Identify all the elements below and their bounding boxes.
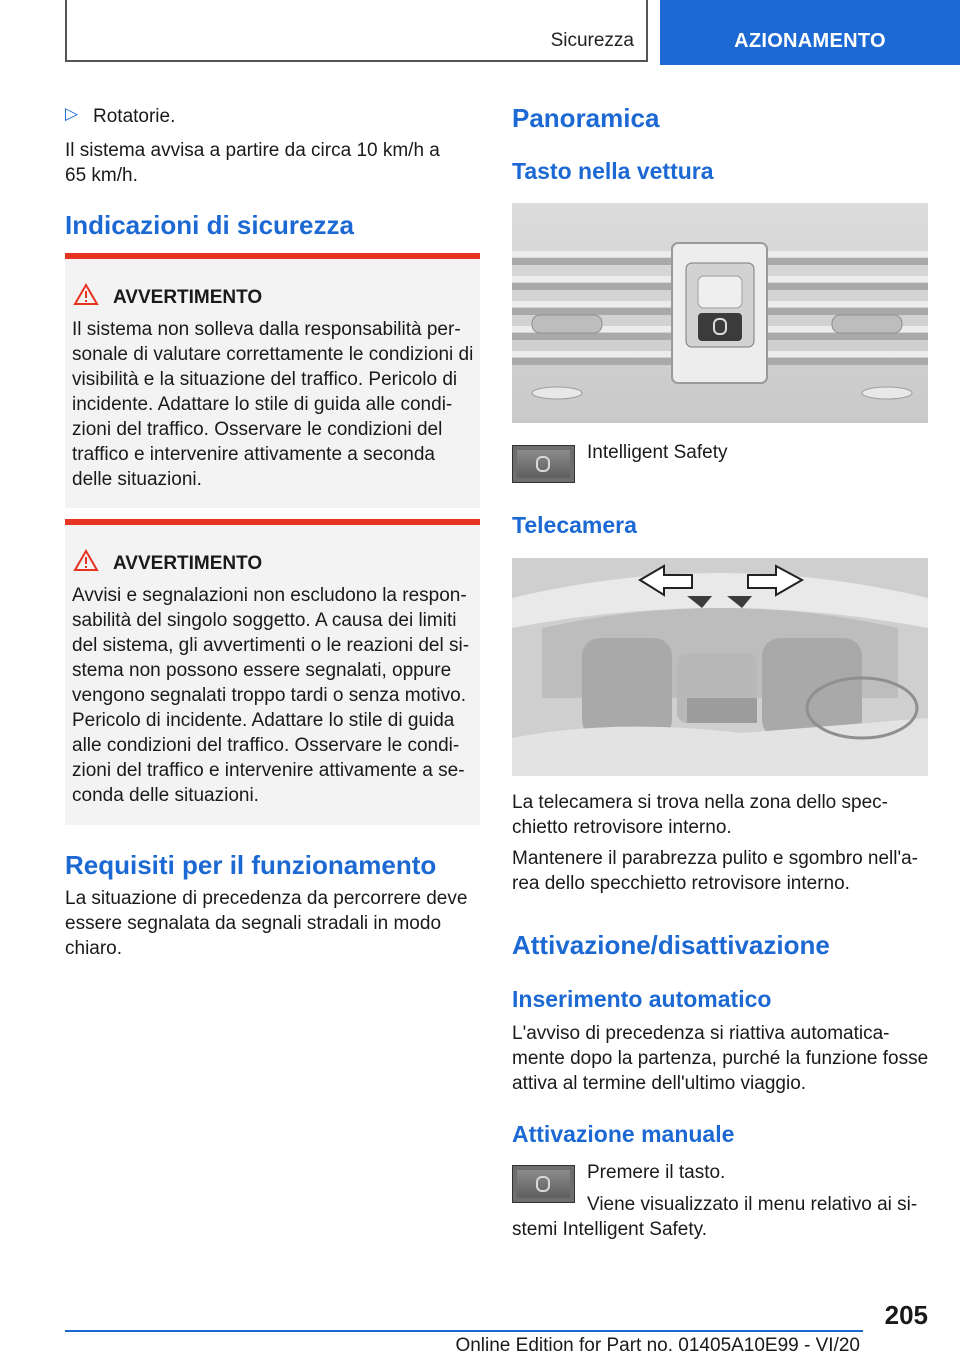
auto-line: L'avviso di precedenza si riattiva automatica- bbox=[512, 1023, 890, 1044]
console-button-photo bbox=[512, 203, 928, 423]
activation-heading: Attivazione/disattivazione bbox=[512, 930, 830, 960]
auto-line: attiva al termine dell'ultimo viaggio. bbox=[512, 1073, 807, 1094]
requirements-line: essere segnalata da segnali stradali in modo bbox=[65, 913, 442, 934]
warning-2-line: zioni del traffico e intervenire attivamente a se- bbox=[72, 760, 465, 781]
warning-1-line: visibilità e la situazione del traffico. Pericolo di bbox=[72, 369, 458, 390]
auto-line: mente dopo la partenza, purché la funzione fosse bbox=[512, 1048, 929, 1069]
header-chapter-title: AZIONAMENTO bbox=[734, 30, 886, 52]
warning-1-line: Il sistema non solleva dalla responsabilità per- bbox=[72, 319, 461, 340]
bullet-triangle-icon: ▷ bbox=[65, 104, 79, 123]
warning-triangle-icon bbox=[73, 549, 99, 572]
speed-line-1: Il sistema avvisa a partire da circa 10 km/h a bbox=[65, 140, 440, 161]
auto-text bbox=[512, 1021, 932, 1096]
warning-1-text bbox=[72, 317, 476, 492]
warning-1-line: delle situazioni. bbox=[72, 469, 202, 490]
windshield-text bbox=[512, 846, 932, 896]
requirements-heading: Requisiti per il funzionamento bbox=[65, 850, 437, 880]
header-chapter-tab bbox=[660, 0, 960, 65]
warning-triangle-icon bbox=[73, 283, 99, 306]
header-section-title: Sicurezza bbox=[550, 30, 634, 51]
manual-line-2: Viene visualizzato il menu relativo ai si- bbox=[587, 1194, 918, 1215]
camera-heading: Telecamera bbox=[512, 512, 637, 538]
safety-heading: Indicazioni di sicurezza bbox=[65, 210, 354, 240]
requirements-line: chiaro. bbox=[65, 938, 123, 959]
warning-box-1 bbox=[65, 253, 480, 508]
camera-location-photo bbox=[512, 558, 928, 776]
warning-1-line: zioni del traffico. Osservare le condizioni del bbox=[72, 419, 443, 440]
warning-2-line: stema non possono essere segnalati, oppure bbox=[72, 660, 452, 681]
footer-edition: Online Edition for Part no. 01405A10E99 - VI/20 bbox=[455, 1335, 860, 1356]
camera-line: La telecamera si trova nella zona dello spec- bbox=[512, 792, 888, 813]
warning-box-2 bbox=[65, 519, 480, 825]
manual-heading: Attivazione manuale bbox=[512, 1121, 735, 1147]
manual-line-1: Premere il tasto. bbox=[587, 1162, 726, 1183]
auto-heading: Inserimento automatico bbox=[512, 986, 772, 1012]
camera-line: chietto retrovisore interno. bbox=[512, 817, 732, 838]
button-label: Intelligent Safety bbox=[587, 442, 728, 463]
warning-2-line: Avvisi e segnalazioni non escludono la respon- bbox=[72, 585, 467, 606]
header-section-box bbox=[65, 0, 648, 62]
requirements-line: La situazione di precedenza da percorrere deve bbox=[65, 888, 468, 909]
warning-2-line: vengono segnalati troppo tardi o senza motivo. bbox=[72, 685, 466, 706]
warning-2-line: Pericolo di incidente. Adattare lo stile di guida bbox=[72, 710, 455, 731]
requirements-text bbox=[65, 886, 485, 961]
intelligent-safety-button-icon bbox=[512, 445, 575, 483]
speed-line-2: 65 km/h. bbox=[65, 165, 138, 186]
overview-heading: Panoramica bbox=[512, 103, 660, 133]
warning-2-text bbox=[72, 583, 476, 808]
warning-2-line: alle condizioni del traffico. Osservare le condi- bbox=[72, 735, 460, 756]
warning-2-line: conda delle situazioni. bbox=[72, 785, 259, 806]
warning-2-line: del sistema, gli avvertimenti o le reazioni del si- bbox=[72, 635, 470, 656]
manual-line-3: stemi Intelligent Safety. bbox=[512, 1219, 708, 1240]
footer-divider bbox=[65, 1330, 863, 1332]
warning-1-line: traffico e intervenire attivamente a seconda bbox=[72, 444, 435, 465]
warning-2-line: sabilità del singolo soggetto. A causa dei limiti bbox=[72, 610, 457, 631]
warning-2-title: AVVERTIMENTO bbox=[113, 553, 263, 574]
button-heading: Tasto nella vettura bbox=[512, 158, 714, 184]
page-number: 205 bbox=[884, 1300, 928, 1330]
warning-1-line: sonale di valutare correttamente le condizioni di bbox=[72, 344, 474, 365]
windshield-line: Mantenere il parabrezza pulito e sgombro nell'a- bbox=[512, 848, 919, 869]
bullet-item: Rotatorie. bbox=[93, 106, 176, 127]
warning-1-title: AVVERTIMENTO bbox=[113, 287, 263, 308]
intelligent-safety-button-icon bbox=[512, 1165, 575, 1203]
windshield-line: rea dello specchietto retrovisore interno. bbox=[512, 873, 850, 894]
warning-1-line: incidente. Adattare lo stile di guida alle condi- bbox=[72, 394, 453, 415]
camera-text bbox=[512, 790, 932, 840]
